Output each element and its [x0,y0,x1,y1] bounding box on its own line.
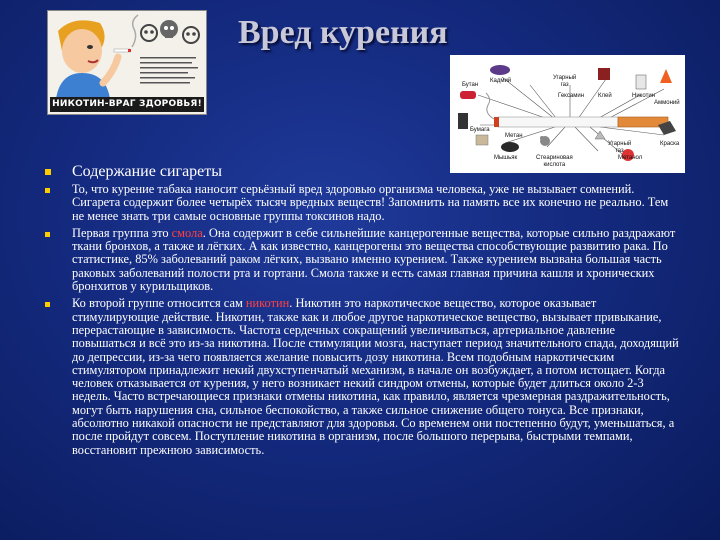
slide-content [45,163,680,457]
highlight-nicotine: никотин [245,296,290,311]
label-methanol: Метанол [618,155,643,161]
bullet-icon [45,188,50,193]
paragraph-intro-text: То, что курение табака наносит серьёзный вред здоровью организма человека, уже не вызывает сомнений. Сигарета содержит более четырёх тысяч вредных веществ! Запомнить на память все их конечно не реально. Тем не менее знать три самые основные группы токсинов надо. [72,182,669,223]
label-stearic-acid: Стеариновая кислота [536,155,573,168]
paragraph-tar [45,227,680,293]
label-co-top: Угарный газ [553,75,577,88]
paragraph-tar-lead: Первая группа это [72,225,172,240]
label-paint: Краска [660,141,680,147]
bullet-icon [45,169,51,175]
content-heading: Содержание сигареты [72,163,223,180]
bullet-icon [45,232,50,237]
label-nicotine: Никотин [632,93,655,99]
paragraph-nicotine-text: . Никотин это наркотическое вещество, которое оказывает стимулирующие действие. Никотин, также как и любое другое наркотическое вещество, вызывает привыкание, перерастающие в зависимость. Частота сердечных сокращений увеличиваться, артериальное давление повышаться и всё это из-за никотина. После стимуляции мозга, наступает период значительного спада, доходящий до депрессии, из-за чего появляется желание повысить дозу никотина. Всем подобным наркотическим стимулятором принадлежит некий двухступенчатый механизм, в начале он возбуждает, а потом истощает. Когда человек отказывается от курения, у него возникает некий синдром отмены, которые будет длиться около 2-3 недель. Часто встречающиеся признаки отмены никотина, как правило, является чрезмерная раздражительность, могут быть нарушения сна, сильное беспокойство, а также сильное снижение общего тонуса. Все признаки, абсолютно никакой опасности не представляют для здоровья. Со временем они постепенно будут, уменьшаться, а после пройдут совсем. Поступление никотина в организм, после большого перерыва, быстрыми темпами, восстановит прежнюю зависимость. [72,296,679,457]
label-butane: Бутан [462,82,479,88]
paragraph-intro [45,183,680,223]
cigarette-components-diagram [450,55,685,173]
paragraph-nicotine [45,297,680,457]
label-methane: Метан [505,133,523,139]
label-arsenic: Мышьяк [494,155,518,161]
bullet-icon [45,302,50,307]
label-hexamine: Гексамин [558,93,585,99]
label-ammonia: Аммоний [654,100,680,106]
paragraph-nicotine-lead: Ко второй группе относится сам [72,296,246,311]
poster-caption: НИКОТИН-ВРАГ ЗДОРОВЬЯ! [50,97,204,112]
label-paper: Бумага [470,127,490,133]
label-glue: Клей [598,93,612,99]
anti-smoking-poster [47,10,207,115]
paragraph-tar-text: . Она содержит в себе сильнейшие канцерогенные вещества, которые сильно раздражают ткани бронхов, а также и лёгких. А как известно, канцерогены это вещества способствующие развитию рака. По статистике, 85% заболеваний раком лёгких, вызвано именно курением. Также курением вызвана большая часть раковых заболеваний полости рта и гортани. Смола также и есть самая главная причина кашля и хронических бронхитов у курильщиков. [72,225,676,294]
label-cadmium: Кадмий [490,78,512,84]
highlight-tar: смола [171,225,203,240]
content-heading-item [45,163,680,181]
slide-title: Вред курения [238,14,448,51]
label-co-bottom: Угарный газ [608,141,632,154]
